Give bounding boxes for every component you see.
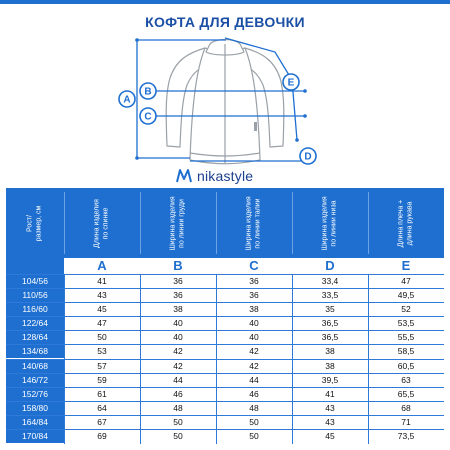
value-cell: 35: [325, 304, 335, 315]
table-header: [6, 188, 444, 258]
value-cell: 41: [325, 388, 335, 399]
value-cell: 36: [249, 276, 259, 286]
value-cell: 42: [249, 360, 259, 371]
size-cell: 146/72: [6, 374, 64, 387]
value-cell: 64: [97, 402, 107, 413]
value-cell: 38: [325, 360, 335, 371]
top-accent-bar: [0, 0, 450, 4]
header-col-c: Ширина изделия по линии талии: [245, 195, 261, 251]
column-letter-e: E: [401, 258, 411, 273]
value-cell: 49,5: [397, 290, 415, 301]
table-body: [6, 274, 444, 443]
value-cell: 65,5: [397, 388, 415, 399]
value-cell: 71: [401, 416, 411, 427]
value-cell: 38: [173, 304, 183, 315]
value-cell: 67: [97, 416, 107, 427]
value-cell: 50: [249, 431, 259, 442]
value-cell: 38: [249, 304, 259, 315]
size-cell: 134/68: [6, 345, 64, 358]
value-cell: 43: [97, 290, 107, 301]
page-title: КОФТА ДЛЯ ДЕВОЧКИ: [145, 14, 305, 30]
value-cell: 33,5: [321, 290, 339, 301]
value-cell: 55,5: [397, 332, 415, 343]
value-cell: 38: [325, 346, 335, 357]
size-cell: 164/84: [6, 416, 64, 429]
value-cell: 45: [325, 431, 335, 442]
table-row: [6, 387, 444, 401]
size-cell: 116/60: [6, 303, 64, 316]
label-b: B: [144, 86, 152, 98]
value-cell: 40: [249, 318, 259, 329]
column-letter-b: B: [173, 258, 183, 273]
header-col-b: Ширина изделия по линии груди: [169, 195, 185, 251]
size-cell: 140/68: [6, 360, 64, 373]
value-cell: 36: [173, 276, 183, 286]
value-cell: 50: [249, 416, 259, 427]
value-cell: 42: [249, 346, 259, 357]
value-cell: 46: [173, 388, 183, 399]
value-cell: 36: [249, 290, 259, 301]
value-cell: 53,5: [397, 318, 415, 329]
table-row: [6, 288, 444, 302]
value-cell: 43: [325, 402, 335, 413]
value-cell: 36,5: [321, 332, 339, 343]
size-cell: 122/64: [6, 317, 64, 330]
table-row: [6, 274, 444, 288]
value-cell: 52: [401, 304, 411, 315]
value-cell: 63: [401, 374, 411, 385]
value-cell: 57: [97, 360, 107, 371]
size-cell: 158/80: [6, 402, 64, 415]
value-cell: 45: [97, 304, 107, 315]
table-row: [6, 429, 444, 443]
nikastyle-logo-icon: [176, 168, 192, 184]
value-cell: 42: [173, 360, 183, 371]
value-cell: 59: [97, 374, 107, 385]
value-cell: 69: [97, 431, 107, 442]
table-row: [6, 401, 444, 415]
brand-logo: [176, 165, 253, 187]
table-row: [6, 373, 444, 387]
garment-diagram: [0, 30, 450, 170]
size-cell: 152/76: [6, 388, 64, 401]
value-cell: 58,5: [397, 346, 415, 357]
table-row: [6, 330, 444, 344]
value-cell: 48: [249, 402, 259, 413]
label-a: A: [123, 94, 131, 106]
column-letter-a: A: [97, 258, 107, 273]
value-cell: 43: [325, 416, 335, 427]
table-row: [6, 344, 444, 358]
label-d: D: [304, 151, 312, 163]
header-col-d: Ширина изделия по линии низа: [321, 195, 337, 251]
value-cell: 39,5: [321, 374, 339, 385]
label-e: E: [287, 77, 295, 89]
header-size: Рост/ размер, см: [26, 205, 42, 241]
value-cell: 47: [401, 276, 411, 286]
value-cell: 40: [173, 332, 183, 343]
value-cell: 50: [97, 332, 107, 343]
value-cell: 40: [249, 332, 259, 343]
value-cell: 41: [97, 276, 107, 286]
size-cell: 128/64: [6, 331, 64, 344]
value-cell: 47: [97, 318, 107, 329]
size-table: [6, 188, 444, 444]
size-cell: 104/56: [6, 275, 64, 288]
value-cell: 48: [173, 402, 183, 413]
value-cell: 53: [97, 346, 107, 357]
value-cell: 68: [401, 402, 411, 413]
column-letter-c: C: [249, 258, 259, 273]
value-cell: 73,5: [397, 431, 415, 442]
size-cell: 110/56: [6, 289, 64, 302]
value-cell: 36,5: [321, 318, 339, 329]
table-row: [6, 316, 444, 330]
value-cell: 46: [249, 388, 259, 399]
column-letter-d: D: [325, 258, 335, 273]
value-cell: 44: [249, 374, 259, 385]
header-col-a: Длина изделия по спинке: [93, 198, 109, 248]
value-cell: 61: [97, 388, 107, 399]
table-row: [6, 415, 444, 429]
value-cell: 40: [173, 318, 183, 329]
value-cell: 50: [173, 431, 183, 442]
brand-name: nikastyle: [197, 168, 254, 184]
label-c: C: [144, 111, 152, 123]
value-cell: 44: [173, 374, 183, 385]
table-row: [6, 359, 444, 373]
value-cell: 33,4: [321, 276, 339, 286]
column-letters: [6, 258, 444, 274]
value-cell: 42: [173, 346, 183, 357]
jacket-illustration: [166, 40, 284, 164]
size-cell: 170/84: [6, 430, 64, 443]
table-row: [6, 302, 444, 316]
value-cell: 50: [173, 416, 183, 427]
value-cell: 60,5: [397, 360, 415, 371]
header-col-e: Длина плеча + длина рукава: [397, 199, 413, 247]
value-cell: 36: [173, 290, 183, 301]
